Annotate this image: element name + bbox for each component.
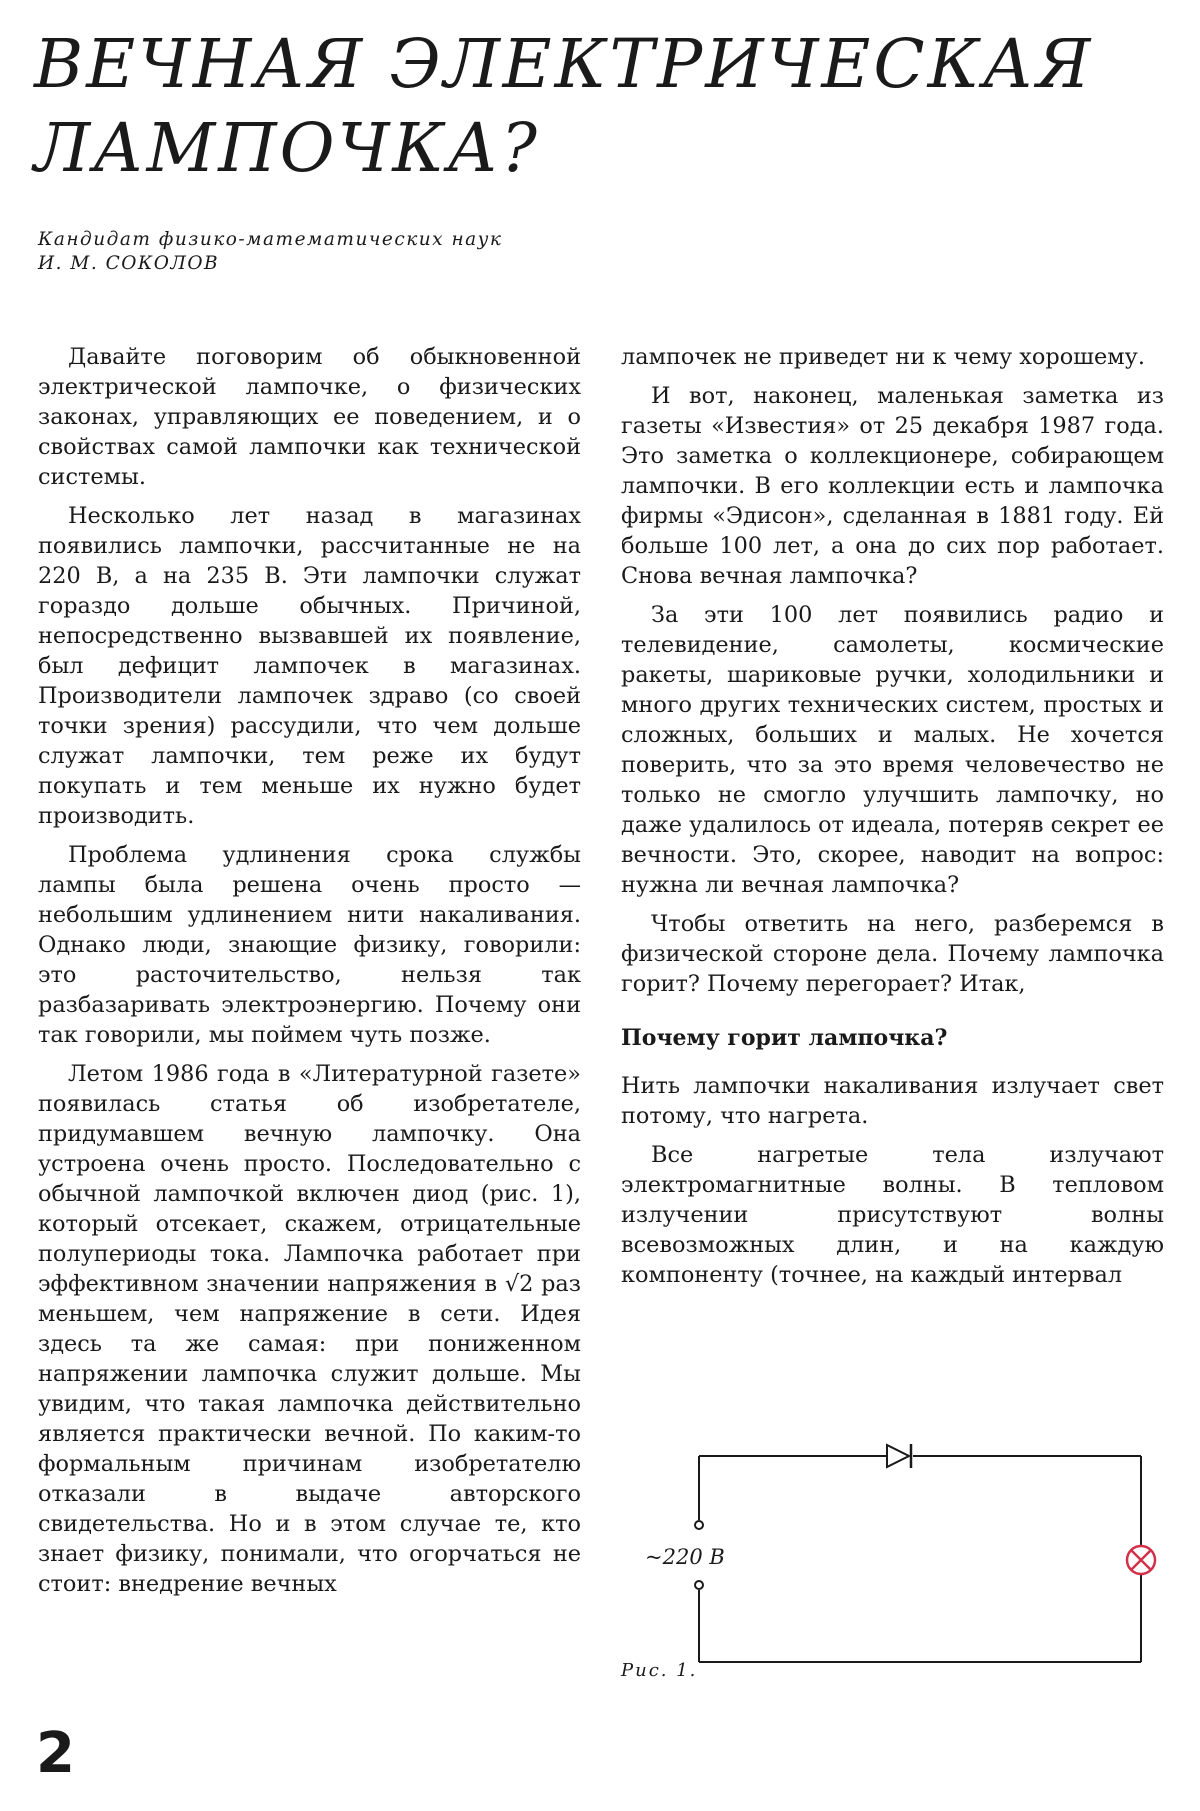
voltage-label: ~220 В <box>645 1545 725 1569</box>
figure-caption: Рис. 1. <box>621 1660 698 1681</box>
paragraph: Давайте поговорим об обыкновенной электрической лампочке, о физических законах, управляющих ее поведением, и о свойствах самой лампочки как технической системы. <box>38 344 581 490</box>
circuit-diagram <box>615 1420 1175 1680</box>
right-column <box>621 342 1164 1299</box>
diode-icon <box>887 1444 911 1468</box>
paragraph: Проблема удлинения срока службы лампы была решена очень просто — небольшим удлинением нити накаливания. Однако люди, знающие физику, говорили: это расточительство, нельзя так разбазаривать электроэнергию. Почему они так говорили, мы поймем чуть позже. <box>38 842 581 1048</box>
section-heading: Почему горит лампочка? <box>621 1025 948 1051</box>
paragraph-continuation: лампочек не приведет ни к чему хорошему. <box>621 344 1145 370</box>
title-line-2: ЛАМПОЧКА? <box>34 109 540 187</box>
author-block <box>38 228 502 276</box>
paragraph: Летом 1986 года в «Литературной газете» появилась статья об изобретателе, придумавшем вечную лампочку. Она устроена очень просто. Последовательно с обычной лампочкой включен диод (рис. 1), который отсекает, скажем, отрицательные полупериоды тока. Лампочка работает при эффективном значении напряжения в √2 раз меньшем, чем напряжение в сети. Идея здесь та же самая: при пониженном напряжении лампочка служит дольше. Мы увидим, что такая лампочка действительно является практически вечной. По каким-то формальным причинам изобретателю отказали в выдаче авторского свидетельства. Но и в этом случае те, кто знает физику, понимали, что огорчаться не стоит: внедрение вечных <box>38 1061 581 1597</box>
article-title <box>34 22 1174 190</box>
paragraph: И вот, наконец, маленькая заметка из газеты «Известия» от 25 декабря 1987 года. Это заметка о коллекционере, собирающем лампочки. В его коллекции есть и лампочка фирмы «Эдисон», сделанная в 1881 году. Ей больше 100 лет, а она до сих пор работает. Снова вечная лампочка? <box>621 383 1164 589</box>
paragraph: Несколько лет назад в магазинах появились лампочки, рассчитанные не на 220 В, а на 235 В. Эти лампочки служат гораздо дольше обычных. Причиной, непосредственно вызвавшей их появление, был дефицит лампочек в магазинах. Производители лампочек здраво (со своей точки зрения) рассудили, что чем дольше служат лампочки, тем реже их будут покупать и тем меньше их нужно будет производить. <box>38 503 581 829</box>
left-column <box>38 342 581 1608</box>
author-degree: Кандидат физико-математических наук <box>38 229 503 250</box>
lamp-icon <box>1127 1546 1155 1574</box>
author-name: И. М. СОКОЛОВ <box>38 253 220 274</box>
terminal-top <box>695 1521 703 1529</box>
title-line-1: ВЕЧНАЯ ЭЛЕКТРИЧЕСКАЯ <box>34 25 1094 103</box>
terminal-bottom <box>695 1581 703 1589</box>
circuit-figure <box>615 1420 1175 1680</box>
page-number: 2 <box>36 1721 75 1786</box>
section-intro: Нить лампочки накаливания излучает свет потому, что нагрета. <box>621 1073 1164 1129</box>
paragraph: Чтобы ответить на него, разберемся в физической стороне дела. Почему лампочка горит? Почему перегорает? Итак, <box>621 911 1164 997</box>
paragraph: За эти 100 лет появились радио и телевидение, самолеты, космические ракеты, шариковые ручки, холодильники и много других технических систем, простых и сложных, больших и малых. Не хочется поверить, что за это время человечество не только не смогло улучшить лампочку, но даже удалилось от идеала, потеряв секрет ее вечности. Это, скорее, наводит на вопрос: нужна ли вечная лампочка? <box>621 602 1164 898</box>
paragraph: Все нагретые тела излучают электромагнитные волны. В тепловом излучении присутствуют волны всевозможных длин, и на каждую компоненту (точнее, на каждый интервал <box>621 1142 1164 1288</box>
